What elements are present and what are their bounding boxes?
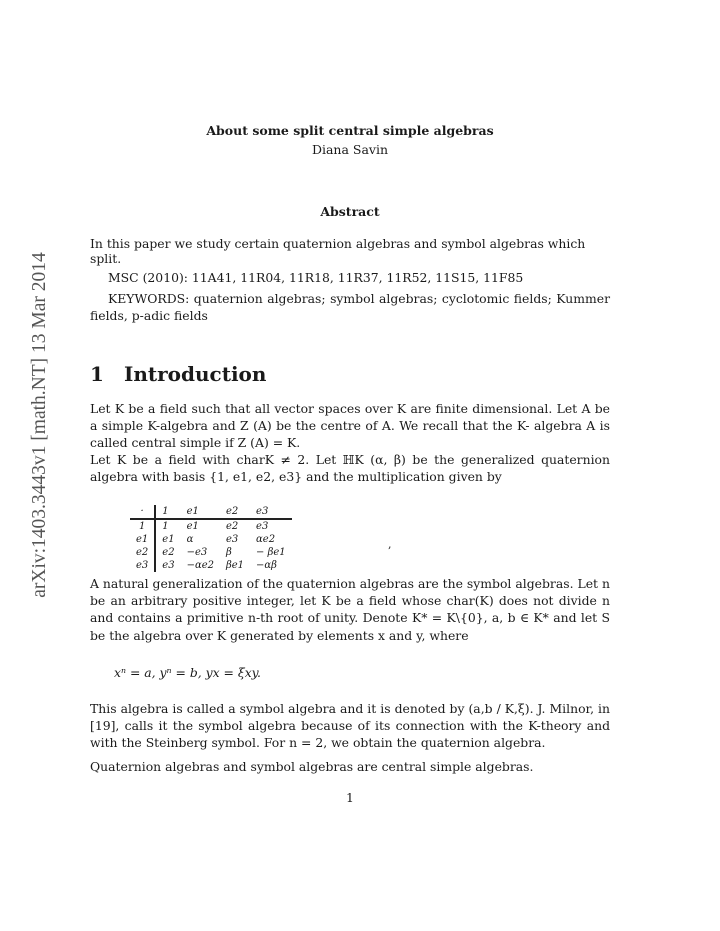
table-cell: 1 [130, 519, 155, 533]
paper-author: Diana Savin [311, 142, 389, 157]
table-cell: αe2 [256, 534, 276, 545]
section-number: 1 [90, 362, 104, 386]
table-row [130, 559, 292, 572]
table-cell: e1 [130, 533, 155, 546]
multiplication-table [130, 505, 292, 572]
paper-title: About some split central simple algebras [206, 123, 494, 138]
table-cell: e2 [130, 546, 155, 559]
table-row [130, 519, 292, 533]
table-cell: e1 [181, 505, 220, 519]
table-cell: e3 [225, 534, 239, 545]
table-row [130, 533, 292, 546]
table-cell: 1 [162, 521, 169, 532]
table-cell: β [225, 547, 232, 558]
table-cell: −αβ [256, 560, 277, 571]
section-title: Introduction [124, 362, 267, 386]
table-cell: βe1 [225, 560, 245, 571]
table-cell: −αe2 [186, 560, 214, 571]
table-row [130, 546, 292, 559]
table-cell: e2 [220, 505, 250, 519]
table-trailing-punct: , [388, 538, 392, 551]
table-cell: e3 [162, 560, 175, 571]
arxiv-stamp: arXiv:1403.3443v1 [math.NT] 13 Mar 2014 [29, 252, 50, 598]
table-cell: e3 [256, 521, 269, 532]
abstract-text: In this paper we study certain quaternion algebras and symbol algebras which split. [90, 236, 586, 266]
keywords-line: KEYWORDS: quaternion algebras; symbol algebras; cyclotomic fields; Kummer fields, p-adic fields [90, 291, 610, 323]
table-cell: 1 [155, 505, 180, 519]
table-cell: e3 [250, 505, 292, 519]
table-cell: e2 [162, 547, 175, 558]
table-cell: e3 [130, 559, 155, 572]
table-cell: −e3 [186, 547, 208, 558]
msc-line: MSC (2010): 11A41, 11R04, 11R18, 11R37, 11R52, 11S15, 11F85 [108, 270, 524, 285]
table-cell: α [186, 534, 194, 545]
abstract-heading: Abstract [320, 204, 380, 219]
paragraph-intro-1: Let K be a field such that all vector spaces over K are finite dimensional. Let A be a simple K-algebra and Z (A) be the centre of A. We recall that the K- algebra A is called central simple if Z (A) = K. [90, 401, 610, 451]
table-cell: e2 [225, 521, 239, 532]
page-number: 1 [346, 790, 354, 805]
defining-equation: xⁿ = a, yⁿ = b, yx = ξxy. [114, 665, 261, 680]
table-cell: e1 [162, 534, 175, 545]
table-header-row [130, 505, 292, 519]
table-cell: − βe1 [256, 547, 286, 558]
table-cell: · [130, 505, 155, 519]
section-heading [90, 362, 266, 386]
paragraph-central-simple: Quaternion algebras and symbol algebras are central simple algebras. [90, 759, 534, 774]
paragraph-symbol-algebras: A natural generalization of the quaternion algebras are the symbol algebras. Let n be an arbitrary positive integer, let K be a field whose char(K) does not divide n and contains a primitive n-th root of unity. Denote K* = K\{0}, a, b ∈ K* and let S be the algebra over K generated by elements x and y, where [90, 576, 610, 643]
paragraph-symbol-notation: This algebra is called a symbol algebra and it is denoted by (a,b / K,ξ). J. Milnor, in [19], calls it the symbol algebra because of its connection with the K-theory and with the Steinberg symbol. For n = 2, we obtain the quaternion algebra. [90, 701, 610, 751]
paragraph-intro-2: Let K be a field with charK ≠ 2. Let ℍK (α, β) be the generalized quaternion algebra with basis {1, e1, e2, e3} and the multiplication given by [90, 452, 610, 485]
table-cell: e1 [186, 521, 199, 532]
